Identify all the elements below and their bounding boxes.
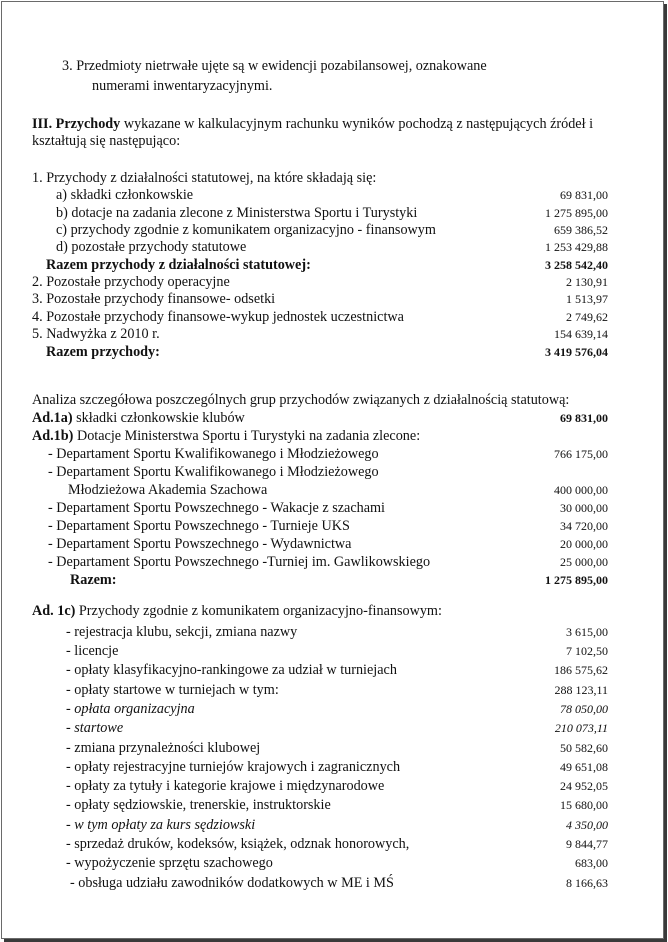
ad1b-item-2-value: 400 000,00: [554, 483, 608, 497]
statutory-total-label: Razem przychody z działalności statutowej:: [46, 257, 311, 273]
ad1b-item-3: - Departament Sportu Powszechnego - Wakacje z szachami: [48, 500, 385, 516]
ad1c-row-11-value: 4 350,00: [566, 818, 608, 832]
section-iii-line2: kształtują się następująco:: [32, 133, 181, 149]
ad1c-row-10: - opłaty sędziowskie, trenerskie, instruktorskie: [66, 797, 331, 813]
ad1b-item-4-value: 34 720,00: [560, 519, 608, 533]
income-2-label: 2. Pozostałe przychody operacyjne: [32, 274, 230, 290]
income-4-value: 2 749,62: [566, 310, 608, 324]
ad1c-row-2-value: 7 102,50: [566, 644, 608, 658]
income-2-value: 2 130,91: [566, 275, 608, 289]
ad1b-item-1-value: 766 175,00: [554, 447, 608, 461]
ad1b-item-3-value: 30 000,00: [560, 501, 608, 515]
income-1a-value: 69 831,00: [560, 188, 608, 202]
ad1c-row-7: - zmiana przynależności klubowej: [66, 740, 261, 756]
ad1c-row-1: - rejestracja klubu, sekcji, zmiana nazwy: [66, 624, 298, 640]
ad1b-item-6: - Departament Sportu Powszechnego -Turniej im. Gawlikowskiego: [48, 554, 431, 570]
ad1c-line: [32, 603, 442, 620]
ad1c-row-4-value: 288 123,11: [554, 683, 608, 697]
income-1a-label: a) składki członkowskie: [56, 187, 194, 203]
statutory-total-value: 3 258 542,40: [545, 258, 608, 272]
ad1c-row-13: - wypożyczenie sprzętu szachowego: [66, 855, 273, 871]
income-1c-value: 659 386,52: [554, 223, 608, 237]
ad1c-row-9: - opłaty za tytuły i kategorie krajowe i międzynarodowe: [66, 778, 385, 794]
ad1c-row-14-value: 8 166,63: [566, 876, 608, 890]
ad1c-row-5-value: 78 050,00: [560, 702, 608, 716]
income-5-label: 5. Nadwyżka z 2010 r.: [32, 326, 160, 342]
ad1c-row-5: - opłata organizacyjna: [66, 701, 195, 717]
section-iii-heading: III. Przychody: [32, 116, 121, 132]
ad1c-row-2: - licencje: [66, 643, 119, 659]
income-1d-value: 1 253 429,88: [545, 240, 608, 254]
point-3-line2: numerami inwentaryzacyjnymi.: [92, 78, 273, 94]
point-3-line1: 3. Przedmioty nietrwałe ujęte są w ewidencji pozabilansowej, oznakowane: [62, 58, 487, 74]
income-1b-value: 1 275 895,00: [545, 206, 608, 220]
ad1c-row-3: - opłaty klasyfikacyjno-rankingowe za udział w turniejach: [66, 662, 397, 678]
ad1c-row-11: - w tym opłaty za kurs sędziowski: [66, 817, 256, 833]
ad1a-prefix: Ad.1a): [32, 410, 73, 426]
ad1c-row-1-value: 3 615,00: [566, 625, 608, 639]
income-4-label: 4. Pozostałe przychody finansowe-wykup jednostek uczestnictwa: [32, 309, 404, 325]
ad1b-item-5-value: 20 000,00: [560, 537, 608, 551]
income-1d-label: d) pozostałe przychody statutowe: [56, 239, 247, 255]
ad1b-item-1: - Departament Sportu Kwalifikowanego i Młodzieżowego: [48, 446, 379, 462]
income-3-label: 3. Pozostałe przychody finansowe- odsetki: [32, 291, 276, 307]
section-iii-text: wykazane w kalkulacyjnym rachunku wyników pochodzą z następujących źródeł i: [120, 116, 594, 132]
ad1b-item-2: - Departament Sportu Kwalifikowanego i Młodzieżowego: [48, 464, 379, 480]
income-5-value: 154 639,14: [554, 327, 608, 341]
ad1c-row-8: - opłaty rejestracyjne turniejów krajowych i zagranicznych: [66, 759, 401, 775]
ad1a-line: [32, 410, 245, 427]
income-total-value: 3 419 576,04: [545, 345, 608, 359]
ad1b-item-2-cont: Młodzieżowa Akademia Szachowa: [68, 482, 268, 498]
income-1c-label: c) przychody zgodnie z komunikatem organizacyjno - finansowym: [56, 222, 436, 238]
ad1b-text: Dotacje Ministerstwa Sportu i Turystyki na zadania zlecone:: [73, 428, 421, 444]
ad1b-item-6-value: 25 000,00: [560, 555, 608, 569]
ad1c-row-12-value: 9 844,77: [566, 837, 608, 851]
ad1c-text: Przychody zgodnie z komunikatem organizacyjno-finansowym:: [75, 603, 442, 619]
ad1c-row-6: - startowe: [66, 720, 124, 736]
ad1c-row-4: - opłaty startowe w turniejach w tym:: [66, 682, 279, 698]
ad1c-row-12: - sprzedaż druków, kodeksów, książek, odznak honorowych,: [66, 836, 410, 852]
ad1c-row-14: - obsługa udziału zawodników dodatkowych w ME i MŚ: [70, 875, 394, 891]
ad1b-line: [32, 428, 420, 445]
ad1c-row-9-value: 24 952,05: [560, 779, 608, 793]
ad1c-prefix: Ad. 1c): [32, 603, 76, 619]
ad1c-row-10-value: 15 680,00: [560, 798, 608, 812]
ad1c-row-13-value: 683,00: [575, 856, 608, 870]
ad1b-item-4: - Departament Sportu Powszechnego - Turnieje UKS: [48, 518, 350, 534]
ad1c-row-8-value: 49 651,08: [560, 760, 608, 774]
income-total-label: Razem przychody:: [46, 344, 160, 360]
ad1c-row-7-value: 50 582,60: [560, 741, 608, 755]
income-1-heading: 1. Przychody z działalności statutowej, na które składają się:: [32, 170, 377, 186]
ad1b-item-5: - Departament Sportu Powszechnego - Wydawnictwa: [48, 536, 352, 552]
section-iii-line1: [32, 116, 593, 133]
ad1c-row-3-value: 186 575,62: [554, 663, 608, 677]
income-3-value: 1 513,97: [566, 292, 608, 306]
ad1c-row-6-value: 210 073,11: [554, 721, 608, 735]
income-1b-label: b) dotacje na zadania zlecone z Ministerstwa Sportu i Turystyki: [56, 205, 418, 221]
ad1b-prefix: Ad.1b): [32, 428, 74, 444]
ad1a-text: składki członkowskie klubów: [72, 410, 245, 426]
ad1a-value: 69 831,00: [560, 411, 608, 425]
ad1b-total-value: 1 275 895,00: [545, 573, 608, 587]
ad1b-total-label: Razem:: [70, 572, 117, 588]
analysis-intro: Analiza szczegółowa poszczególnych grup przychodów związanych z działalnością statutową:: [32, 392, 570, 408]
